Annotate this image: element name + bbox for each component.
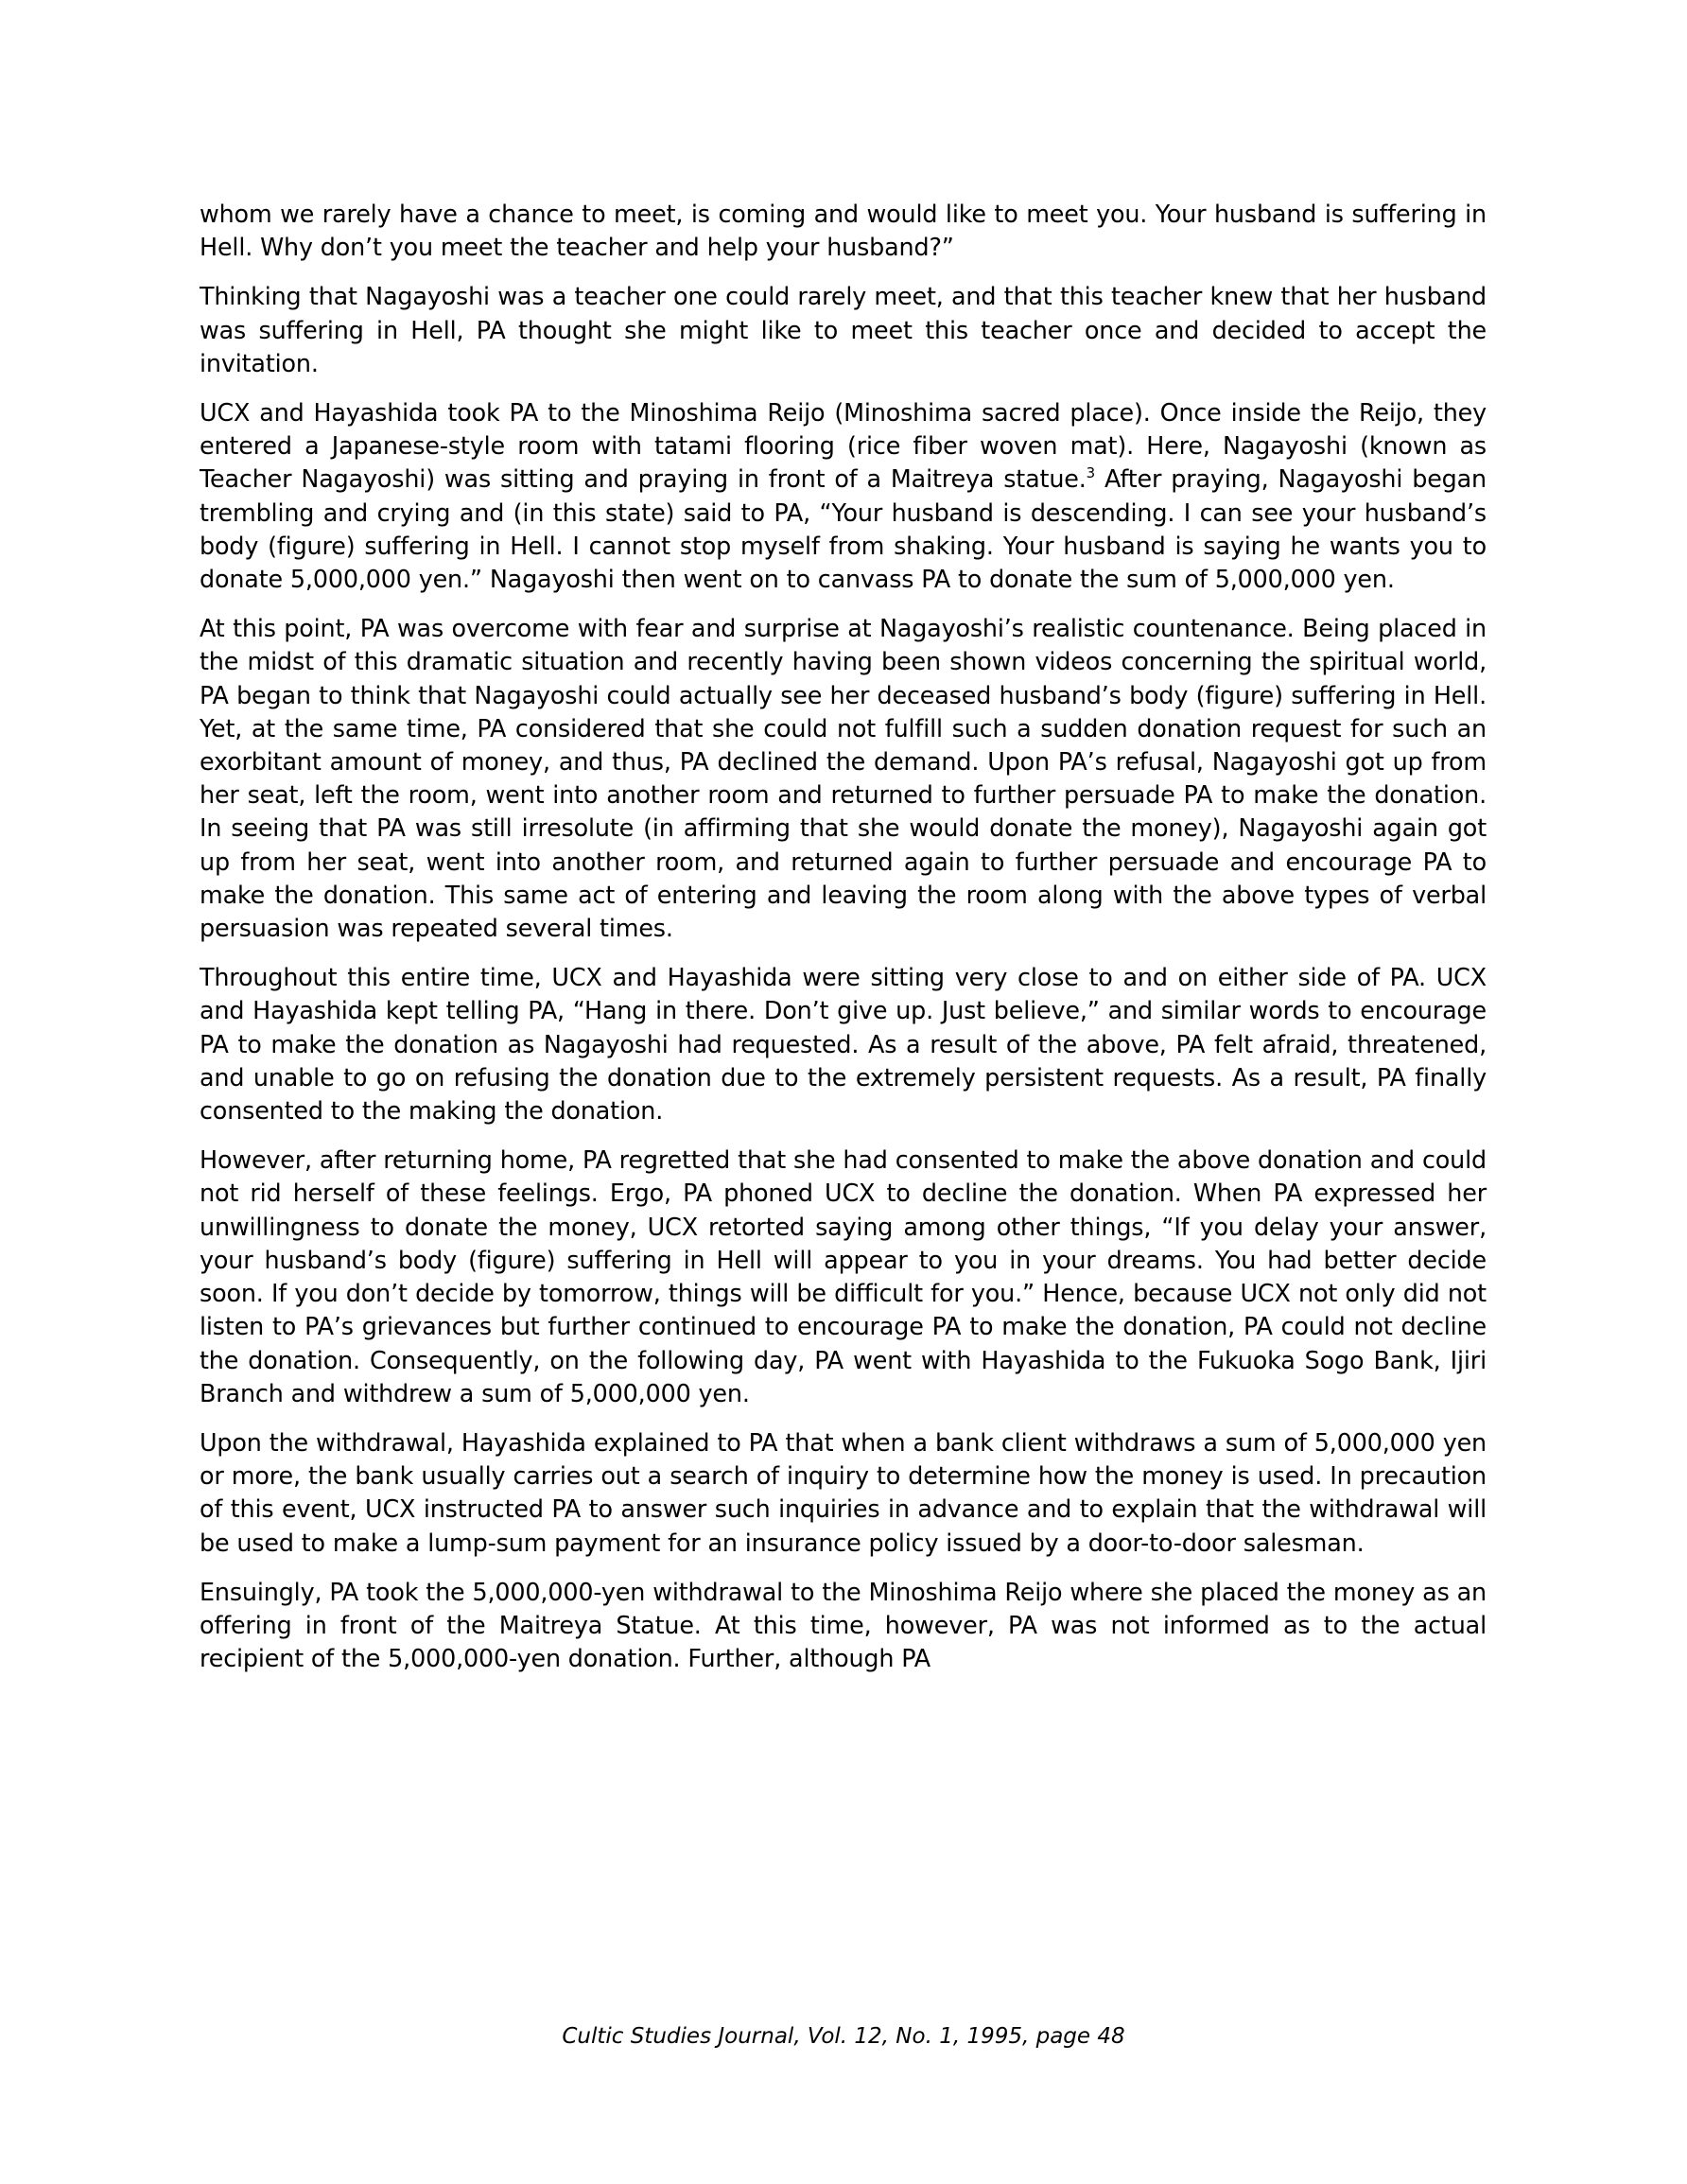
body-text	[200, 198, 1487, 1691]
paragraph	[200, 396, 1487, 596]
paragraph: Ensuingly, PA took the 5,000,000-yen withdrawal to the Minoshima Reijo where she placed the money as an offering in front of the Maitreya Statue. At this time, however, PA was not informed as to the actual recipient of the 5,000,000-yen donation. Further, although PA	[200, 1577, 1487, 1673]
paragraph: whom we rarely have a chance to meet, is coming and would like to meet you. Your husband is suffering in Hell. Why don’t you meet the teacher and help your husband?”	[200, 200, 1487, 262]
paragraph-text: After praying, Nagayoshi began trembling and crying and (in this state) said to PA, “Your husband is descending. I can see your husband’s body (figure) suffering in Hell. I cannot stop myself from shaking. Your husband is saying he wants you to donate 5,000,000 yen.” Nagayoshi then went on to canvass PA to donate the sum of 5,000,000 yen.	[200, 464, 1487, 594]
paragraph-text: UCX and Hayashida took PA to the Minoshima Reijo (Minoshima sacred place). Once inside the Reijo, they entered a Japanese-style room with tatami flooring (rice fiber woven mat). Here, Nagayoshi (known as Teacher Nagayoshi) was sitting and praying in front of a Maitreya statue.	[200, 398, 1487, 494]
paragraph: However, after returning home, PA regretted that she had consented to make the above donation and could not rid herself of these feelings. Ergo, PA phoned UCX to decline the donation. When PA expressed her unwillingness to donate the money, UCX retorted saying among other things, “If you delay your answer, your husband’s body (figure) suffering in Hell will appear to you in your dreams. You had better decide soon. If you don’t decide by tomorrow, things will be difficult for you.” Hence, because UCX not only did not listen to PA’s grievances but further continued to encourage PA to make the donation, PA could not decline the donation. Consequently, on the following day, PA went with Hayashida to the Fukuoka Sogo Bank, Ijiri Branch and withdrew a sum of 5,000,000 yen.	[200, 1145, 1487, 1407]
footnote-marker[interactable]: 3	[1086, 463, 1096, 481]
page-footer-citation: Cultic Studies Journal, Vol. 12, No. 1, 1995, page 48	[562, 2024, 1125, 2049]
paragraph: Throughout this entire time, UCX and Hayashida were sitting very close to and on either side of PA. UCX and Hayashida kept telling PA, “Hang in there. Don’t give up. Just believe,” and similar words to encourage PA to make the donation as Nagayoshi had requested. As a result of the above, PA felt afraid, threatened, and unable to go on refusing the donation due to the extremely persistent requests. As a result, PA finally consented to the making the donation.	[200, 963, 1487, 1126]
paragraph: Thinking that Nagayoshi was a teacher one could rarely meet, and that this teacher knew that her husband was suffering in Hell, PA thought she might like to meet this teacher once and decided to accept the invitation.	[200, 282, 1487, 377]
paragraph: At this point, PA was overcome with fear and surprise at Nagayoshi’s realistic countenance. Being placed in the midst of this dramatic situation and recently having been shown videos concerning the spiritual world, PA began to think that Nagayoshi could actually see her deceased husband’s body (figure) suffering in Hell. Yet, at the same time, PA considered that she could not fulfill such a sudden donation request for such an exorbitant amount of money, and thus, PA declined the demand. Upon PA’s refusal, Nagayoshi got up from her seat, left the room, went into another room and returned to further persuade PA to make the donation. In seeing that PA was still irresolute (in affirming that she would donate the money), Nagayoshi again got up from her seat, went into another room, and returned again to further persuade and encourage PA to make the donation. This same act of entering and leaving the room along with the above types of verbal persuasion was repeated several times.	[200, 614, 1487, 943]
paragraph: Upon the withdrawal, Hayashida explained to PA that when a bank client withdraws a sum of 5,000,000 yen or more, the bank usually carries out a search of inquiry to determine how the money is used. In precaution of this event, UCX instructed PA to answer such inquiries in advance and to explain that the withdrawal will be used to make a lump-sum payment for an insurance policy issued by a door-to-door salesman.	[200, 1427, 1487, 1557]
